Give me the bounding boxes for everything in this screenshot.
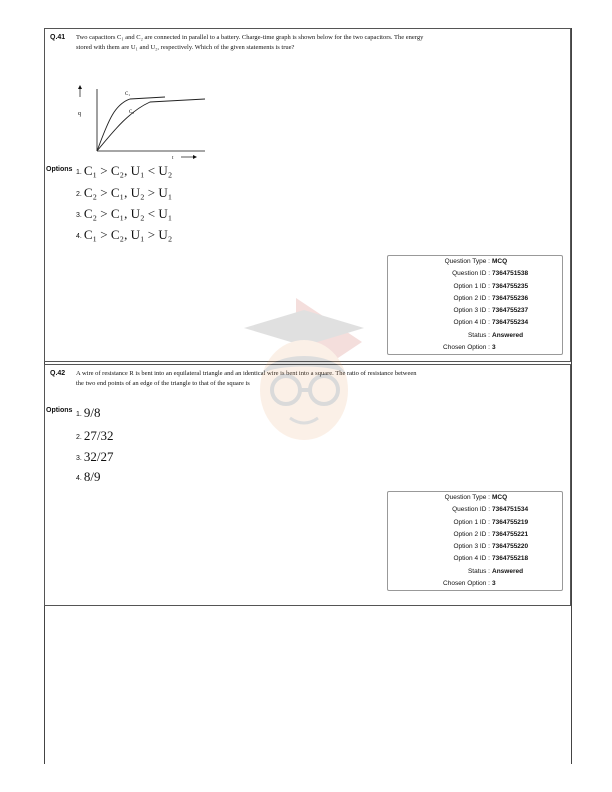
option-text: 8/9 — [83, 469, 101, 484]
meta-key: Question ID : — [452, 270, 490, 278]
meta-row — [388, 541, 562, 553]
option-number: 4. — [76, 232, 82, 240]
y-label: q — [78, 111, 81, 117]
options-label: Options — [46, 407, 73, 414]
option-4 — [76, 469, 100, 485]
meta-row — [388, 293, 562, 305]
option-4 — [76, 227, 172, 243]
option-3 — [76, 206, 172, 222]
meta-key: Option 4 ID : — [453, 555, 490, 563]
question-meta-box — [387, 255, 563, 355]
y-arrow-head — [78, 85, 82, 89]
meta-value: MCQ — [492, 258, 508, 265]
meta-value: Answered — [492, 567, 524, 575]
meta-key: Question Type : — [444, 258, 490, 265]
meta-key: Option 2 ID : — [453, 530, 490, 538]
meta-value: 7364755219 — [492, 518, 529, 526]
meta-value: 3 — [492, 344, 496, 352]
meta-key: Option 3 ID : — [453, 543, 490, 551]
option-3 — [76, 449, 113, 465]
option-2 — [76, 185, 172, 201]
meta-key: Chosen Option : — [443, 344, 490, 352]
c1-curve — [97, 97, 165, 151]
meta-value: 7364755235 — [492, 282, 529, 290]
meta-key: Option 2 ID : — [453, 294, 490, 302]
meta-key: Question ID : — [452, 506, 490, 514]
meta-row — [388, 330, 562, 342]
meta-value: 7364755234 — [492, 319, 529, 327]
option-number: 3. — [76, 211, 82, 219]
meta-value: 7364751534 — [492, 506, 529, 514]
meta-value: 7364755237 — [492, 307, 529, 315]
meta-value: 7364755236 — [492, 294, 529, 302]
option-1 — [76, 163, 172, 179]
meta-row — [388, 517, 562, 529]
x-label: t — [172, 156, 174, 161]
x-arrow-head — [193, 155, 197, 159]
options-label: Options — [46, 166, 73, 173]
option-2 — [76, 428, 113, 444]
meta-row — [388, 268, 562, 280]
meta-row — [388, 492, 562, 504]
c2-curve — [97, 99, 205, 151]
charge-time-graph — [78, 85, 215, 161]
question-meta-box — [387, 491, 563, 591]
meta-row — [388, 578, 562, 590]
meta-value: 7364755220 — [492, 543, 529, 551]
meta-value: Answered — [492, 331, 524, 339]
meta-key: Option 3 ID : — [453, 307, 490, 315]
option-text: 27/32 — [83, 428, 114, 443]
option-text: 32/27 — [83, 449, 114, 464]
option-number: 1. — [76, 410, 82, 418]
meta-row — [388, 504, 562, 516]
option-1 — [76, 405, 100, 421]
meta-value: 7364755221 — [492, 530, 529, 538]
meta-row — [388, 529, 562, 541]
option-number: 1. — [76, 168, 82, 176]
option-text: C₂ > C₁, U₂ > U₁ — [83, 185, 173, 200]
meta-value: 3 — [492, 580, 496, 588]
meta-row — [388, 553, 562, 565]
question-card — [44, 364, 571, 606]
c1-label: C₁ — [125, 92, 131, 97]
meta-key: Option 1 ID : — [453, 282, 490, 290]
c2-label: C₂ — [129, 110, 135, 115]
meta-key: Question Type : — [444, 494, 490, 501]
meta-row — [388, 342, 562, 354]
meta-key: Status : — [467, 331, 490, 339]
option-number: 3. — [76, 454, 82, 462]
option-text: C₁ > C₂, U₁ < U₂ — [83, 163, 173, 178]
meta-row — [388, 256, 562, 268]
option-number: 2. — [76, 433, 82, 441]
option-text: C₂ > C₁, U₂ < U₁ — [83, 206, 173, 221]
meta-key: Chosen Option : — [443, 580, 490, 588]
question-text: A wire of resistance R is bent into an equilateral triangle and an identical wire is bent into a square. The ratio of resistance between the two end points of an edge of the triangle to that of the square is — [76, 370, 417, 387]
question-card — [44, 28, 571, 362]
question-number: Q.41 — [50, 34, 66, 41]
meta-row — [388, 317, 562, 329]
meta-row — [388, 305, 562, 317]
question-number: Q.42 — [50, 370, 66, 377]
option-number: 4. — [76, 474, 82, 482]
meta-row — [388, 566, 562, 578]
meta-value: 7364755218 — [492, 555, 529, 563]
meta-key: Status : — [467, 567, 490, 575]
meta-value: MCQ — [492, 494, 508, 501]
question-text: Two capacitors C₁ and C₂ are connected in parallel to a battery. Charge-time graph is shown below for the two capacitors. The energy stored with them are U₁ and U₂, respectively. Which of the given statements is true? — [76, 34, 424, 51]
meta-value: 7364751538 — [492, 270, 529, 278]
meta-key: Option 1 ID : — [453, 518, 490, 526]
meta-row — [388, 281, 562, 293]
meta-key: Option 4 ID : — [453, 319, 490, 327]
option-text: C₁ > C₂, U₁ > U₂ — [83, 227, 173, 242]
option-text: 9/8 — [83, 405, 101, 420]
option-number: 2. — [76, 190, 82, 198]
